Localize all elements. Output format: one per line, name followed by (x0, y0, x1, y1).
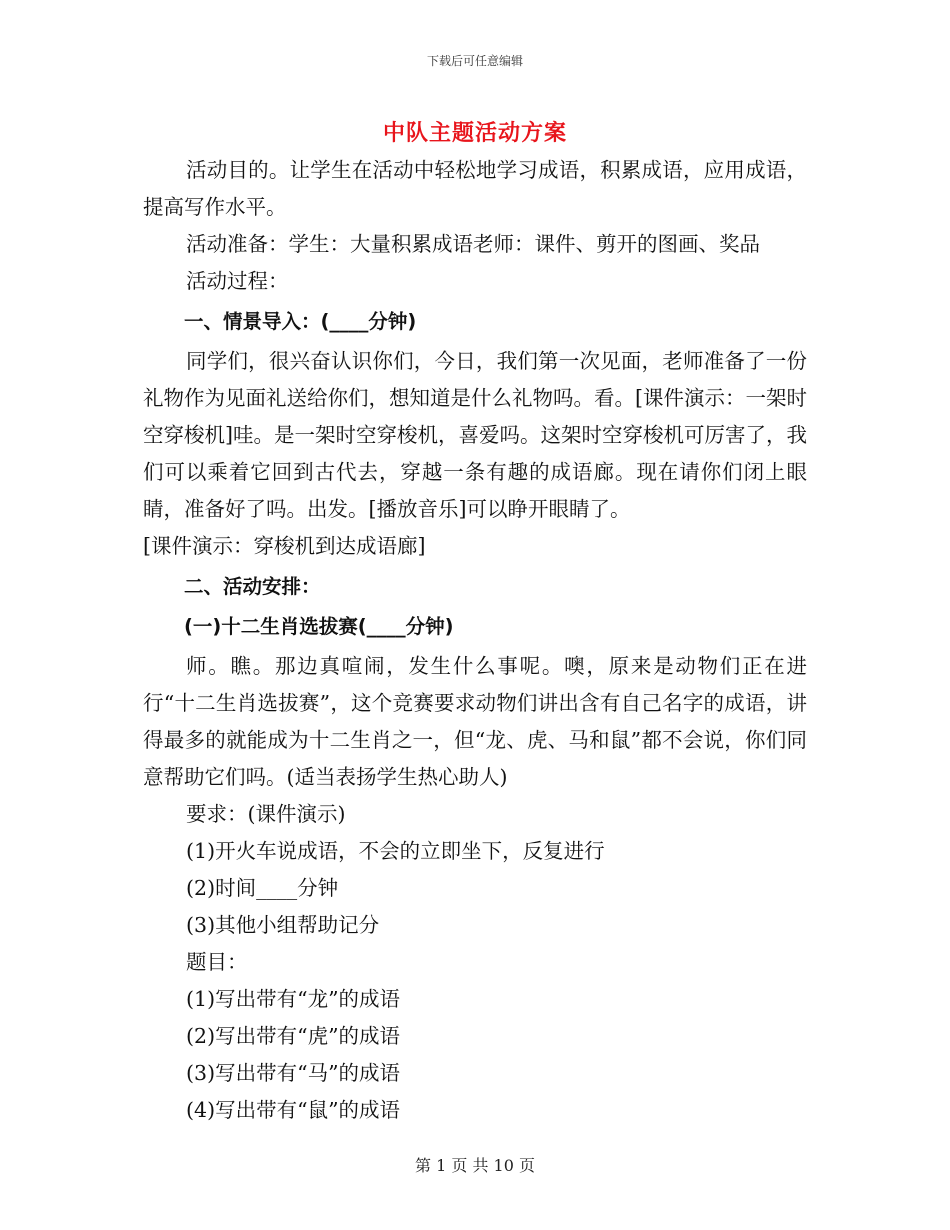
page-header-note: 下载后可任意编辑 (426, 54, 523, 68)
topic-item: (2)写出带有“虎”的成语 (186, 1024, 401, 1048)
page-number-footer: 第 1 页 共 10 页 (415, 1156, 535, 1175)
process-label: 活动过程： (186, 269, 289, 293)
section2-heading: 二、活动安排： (183, 575, 321, 598)
requirement-item: (1)开火车说成语，不会的立即坐下，反复进行 (186, 839, 605, 863)
document-body (143, 152, 807, 1129)
section1-demo-note: [课件演示：穿梭机到达成语廊] (143, 534, 426, 558)
requirement-item: (3)其他小组帮助记分 (186, 913, 380, 937)
section1-body: 同学们，很兴奋认识你们，今日，我们第一次见面，老师准备了一份礼物作为见面礼送给你们，想知道是什么礼物吗。看。[课件演示：一架时空穿梭机]哇。是一架时空穿梭机，喜爱吗。这架时空穿梭机可厉害了，我们可以乘着它回到古代去，穿越一条有趣的成语廊。现在请你们闭上眼睛，准备好了吗。出发。[播放音乐]可以睁开眼睛了。 (143, 349, 807, 521)
topic-item: (3)写出带有“马”的成语 (186, 1061, 401, 1085)
purpose-paragraph: 活动目的。让学生在活动中轻松地学习成语，积累成语，应用成语，提高写作水平。 (143, 158, 807, 219)
topics-label: 题目： (186, 950, 248, 974)
topic-item: (1)写出带有“龙”的成语 (186, 987, 401, 1011)
section1-heading: 一、情景导入：(____分钟) (183, 310, 417, 333)
topic-item: (4)写出带有“鼠”的成语 (186, 1098, 401, 1122)
requirement-item: (2)时间____分钟 (186, 876, 339, 900)
section2-sub-heading: (一)十二生肖选拔赛(____分钟) (183, 615, 454, 638)
section2-body: 师。瞧。那边真喧闹，发生什么事呢。噢，原来是动物们正在进行“十二生肖选拔赛”，这个竞赛要求动物们讲出含有自己名字的成语，讲得最多的就能成为十二生肖之一，但“龙、虎、马和鼠”都不会说，你们同意帮助它们吗。(适当表扬学生热心助人) (143, 654, 807, 789)
requirements-label: 要求：(课件演示) (186, 802, 346, 826)
document-title: 中队主题活动方案 (382, 121, 567, 146)
preparation-paragraph: 活动准备：学生：大量积累成语老师：课件、剪开的图画、奖品 (186, 232, 761, 256)
